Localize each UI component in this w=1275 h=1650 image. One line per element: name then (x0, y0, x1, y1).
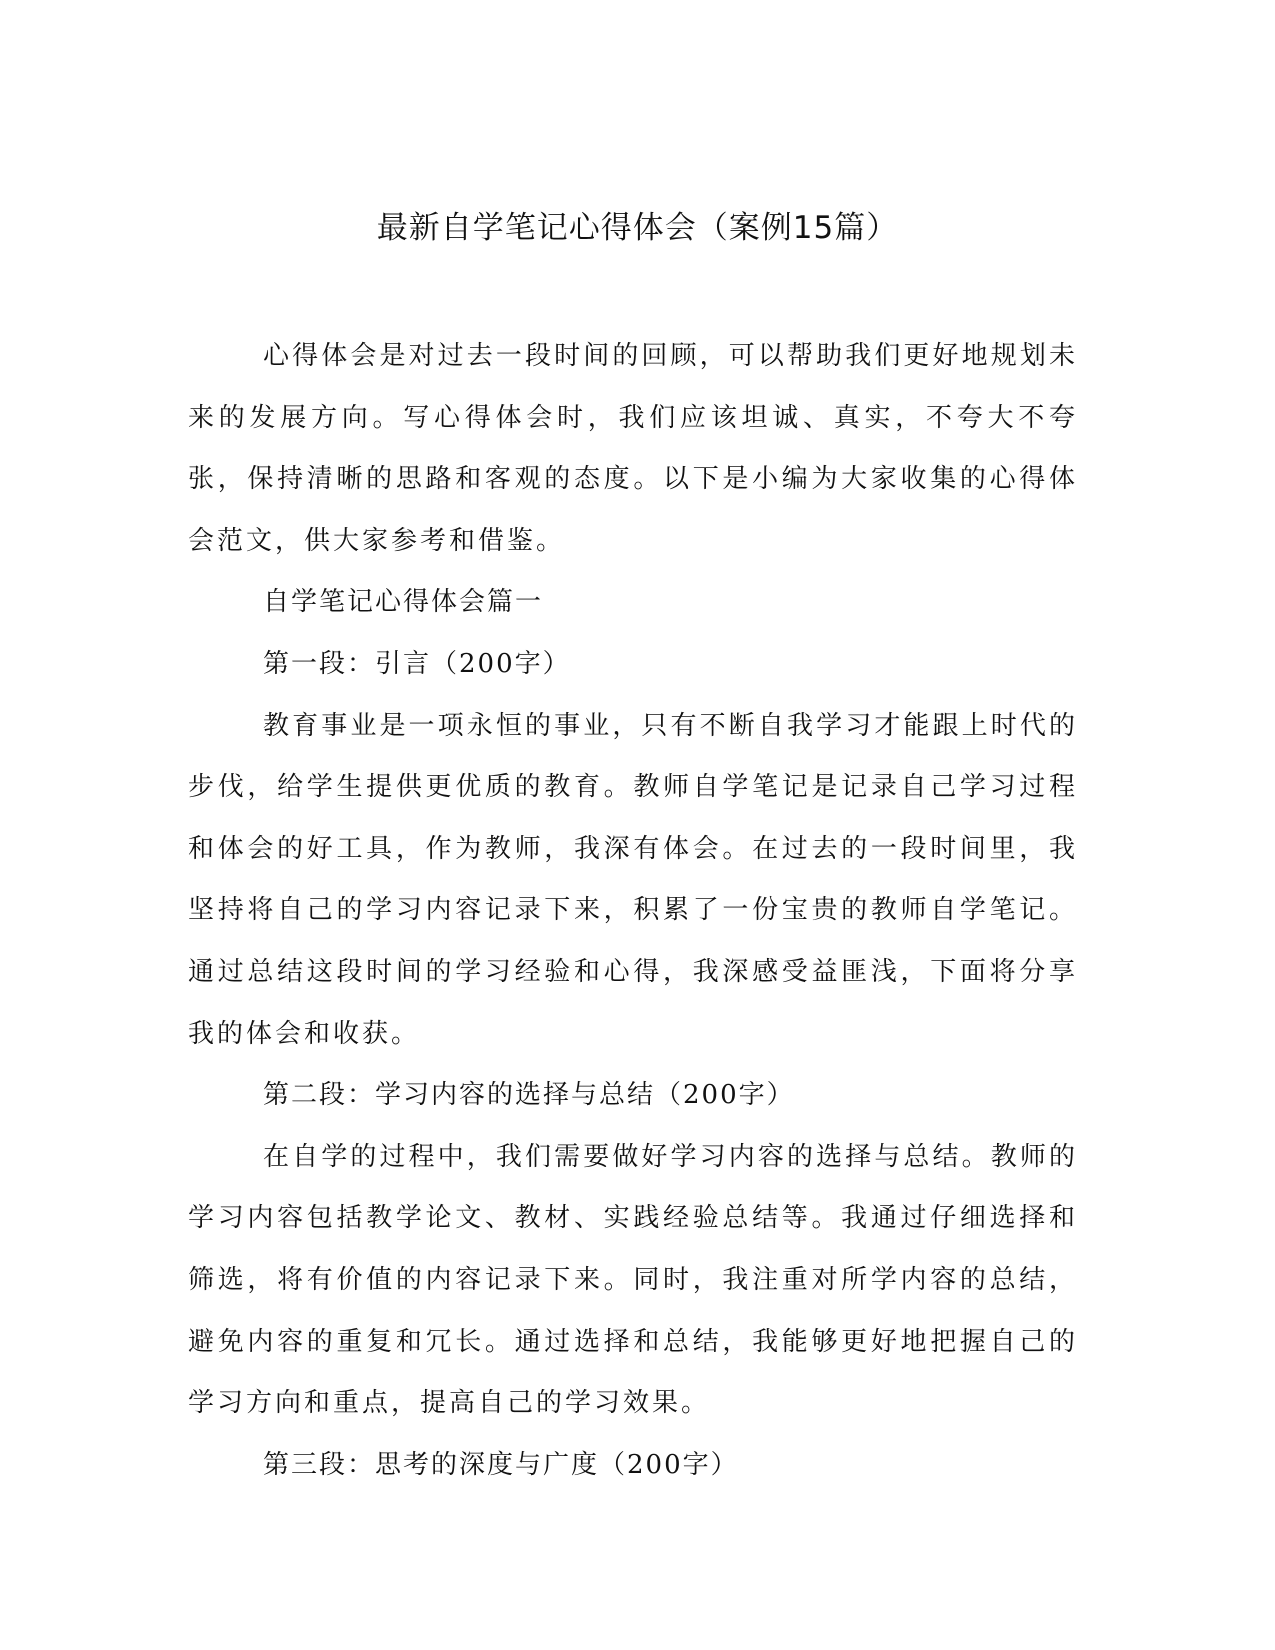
subsection-heading: 第二段：学习内容的选择与总结（200字） (263, 1080, 795, 1111)
body-paragraph: 教育事业是一项永恒的事业，只有不断自我学习才能跟上时代的步伐，给学生提供更优质的教育。教师自学笔记是记录自己学习过程和体会的好工具，作为教师，我深有体会。在过去的一段时间里，我坚持将自己的学习内容记录下来，积累了一份宝贵的教师自学笔记。通过总结这段时间的学习经验和心得，我深感受益匪浅，下面将分享我的体会和收获。 (188, 710, 1078, 1049)
body-paragraph: 在自学的过程中，我们需要做好学习内容的选择与总结。教师的学习内容包括教学论文、教材、实践经验总结等。我通过仔细选择和筛选，将有价值的内容记录下来。同时，我注重对所学内容的总结，避免内容的重复和冗长。通过选择和总结，我能够更好地把握自己的学习方向和重点，提高自己的学习效果。 (188, 1141, 1078, 1419)
subsection-heading: 第三段：思考的深度与广度（200字） (263, 1449, 739, 1480)
document-title: 最新自学笔记心得体会（案例15篇） (376, 210, 899, 246)
section-heading: 自学笔记心得体会篇一 (263, 587, 544, 618)
document-body (188, 326, 1078, 1496)
intro-paragraph: 心得体会是对过去一段时间的回顾，可以帮助我们更好地规划未来的发展方向。写心得体会时，我们应该坦诚、真实，不夸大不夸张，保持清晰的思路和客观的态度。以下是小编为大家收集的心得体会范文，供大家参考和借鉴。 (188, 341, 1078, 556)
subsection-heading: 第一段：引言（200字） (263, 648, 571, 679)
